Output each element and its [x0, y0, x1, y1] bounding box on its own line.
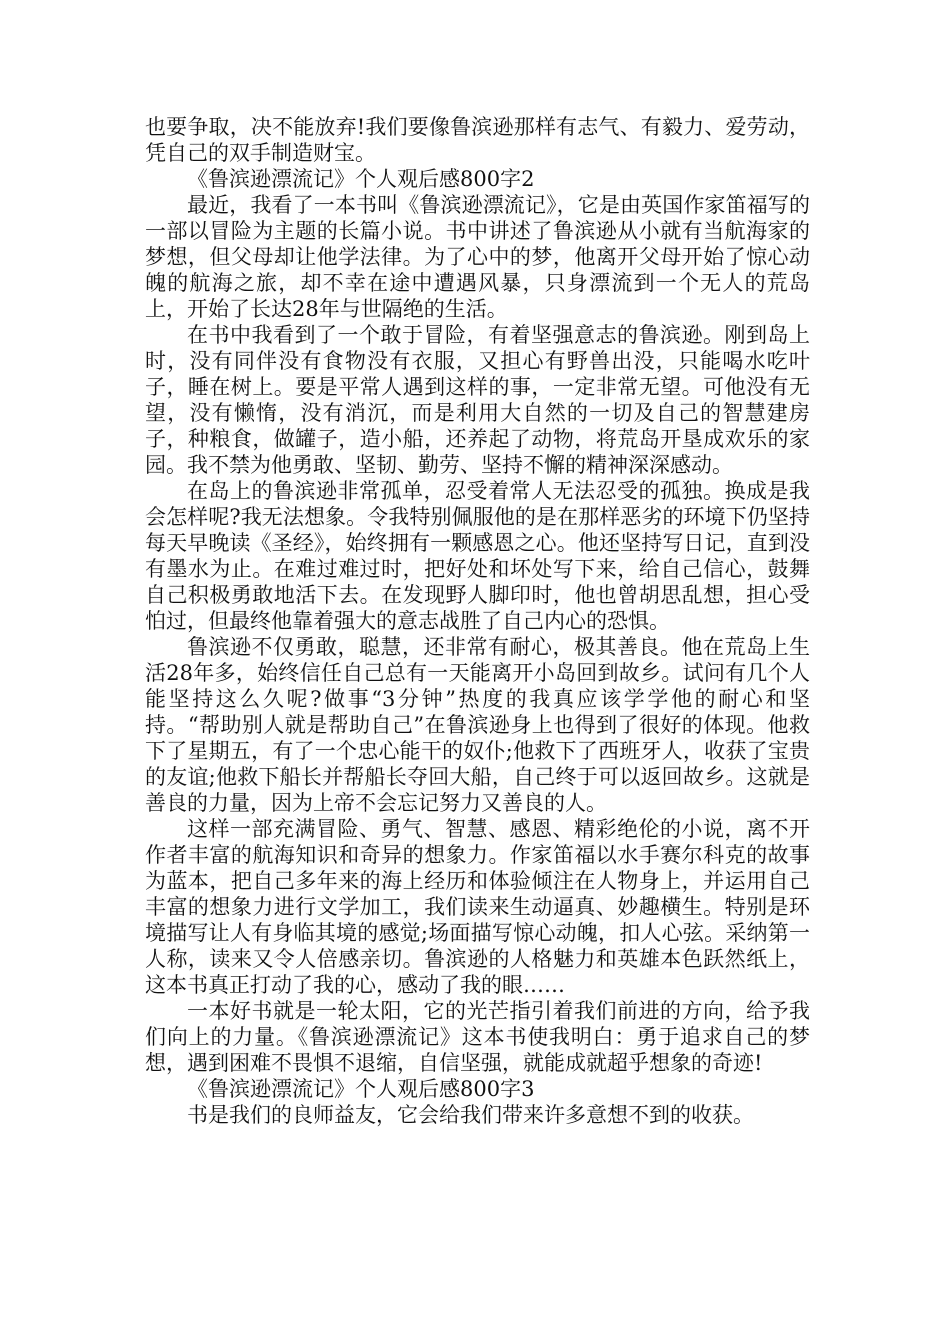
document-body [145, 114, 810, 1128]
paragraph-conclusion: 一本好书就是一轮太阳，它的光芒指引着我们前进的方向，给予我们向上的力量。《鲁滨逊漂流记》这本书使我明白：勇于追求自己的梦想，遇到困难不畏惧不退缩，自信坚强，就能成就超乎想象的奇迹! [145, 999, 810, 1075]
section-heading-2: 《鲁滨逊漂流记》个人观后感800字2 [187, 167, 535, 191]
paragraph-section3-intro: 书是我们的良师益友，它会给我们带来许多意想不到的收获。 [187, 1103, 754, 1127]
paragraph-author: 这样一部充满冒险、勇气、智慧、感恩、精彩绝伦的小说，离不开作者丰富的航海知识和奇异的想象力。作家笛福以水手赛尔科克的故事为蓝本，把自己多年来的海上经历和体验倾注在人物身上，并运用自己丰富的想象力进行文学加工，我们读来生动逼真、妙趣横生。特别是环境描写让人有身临其境的感觉;场面描写惊心动魄，扣人心弦。采纳第一人称，读来又令人倍感亲切。鲁滨逊的人格魅力和英雄本色跃然纸上，这本书真正打动了我的心，感动了我的眼…… [145, 817, 810, 997]
paragraph-patience: 鲁滨逊不仅勇敢，聪慧，还非常有耐心，极其善良。他在荒岛上生活28年多，始终信任自己总有一天能离开小岛回到故乡。试问有几个人能坚持这么久呢?做事“3分钟”热度的我真应该学学他的耐心和坚持。“帮助别人就是帮助自己”在鲁滨逊身上也得到了很好的体现。他救下了星期五，有了一个忠心能干的奴仆;他救下了西班牙人，收获了宝贵的友谊;他救下船长并帮船长夺回大船，自己终于可以返回故乡。这就是善良的力量，因为上帝不会忘记努力又善良的人。 [145, 635, 810, 815]
section-heading-3: 《鲁滨逊漂流记》个人观后感800字3 [187, 1077, 535, 1101]
paragraph-courage: 在书中我看到了一个敢于冒险，有着坚强意志的鲁滨逊。刚到岛上时，没有同伴没有食物没有衣服，又担心有野兽出没，只能喝水吃叶子，睡在树上。要是平常人遇到这样的事，一定非常无望。可他没有无望，没有懒惰，没有消沉，而是利用大自然的一切及自己的智慧建房子，种粮食，做罐子，造小船，还养起了动物，将荒岛开垦成欢乐的家园。我不禁为他勇敢、坚韧、勤劳、坚持不懈的精神深深感动。 [145, 323, 810, 477]
paragraph-continuation: 也要争取，决不能放弃!我们要像鲁滨逊那样有志气、有毅力、爱劳动，凭自己的双手制造财宝。 [145, 115, 810, 165]
paragraph-loneliness: 在岛上的鲁滨逊非常孤单，忍受着常人无法忍受的孤独。换成是我会怎样呢?我无法想象。令我特别佩服他的是在那样恶劣的环境下仍坚持每天早晚读《圣经》，始终拥有一颗感恩之心。他还坚持写日记，直到没有墨水为止。在难过难过时，把好处和坏处写下来，给自己信心，鼓舞自己积极勇敢地活下去。在发现野人脚印时，他也曾胡思乱想，担心受怕过，但最终他靠着强大的意志战胜了自己内心的恐惧。 [145, 479, 810, 633]
paragraph-intro: 最近，我看了一本书叫《鲁滨逊漂流记》，它是由英国作家笛福写的一部以冒险为主题的长篇小说。书中讲述了鲁滨逊从小就有当航海家的梦想，但父母却让他学法律。为了心中的梦，他离开父母开始了惊心动魄的航海之旅，却不幸在途中遭遇风暴，只身漂流到一个无人的荒岛上，开始了长达28年与世隔绝的生活。 [145, 193, 810, 321]
